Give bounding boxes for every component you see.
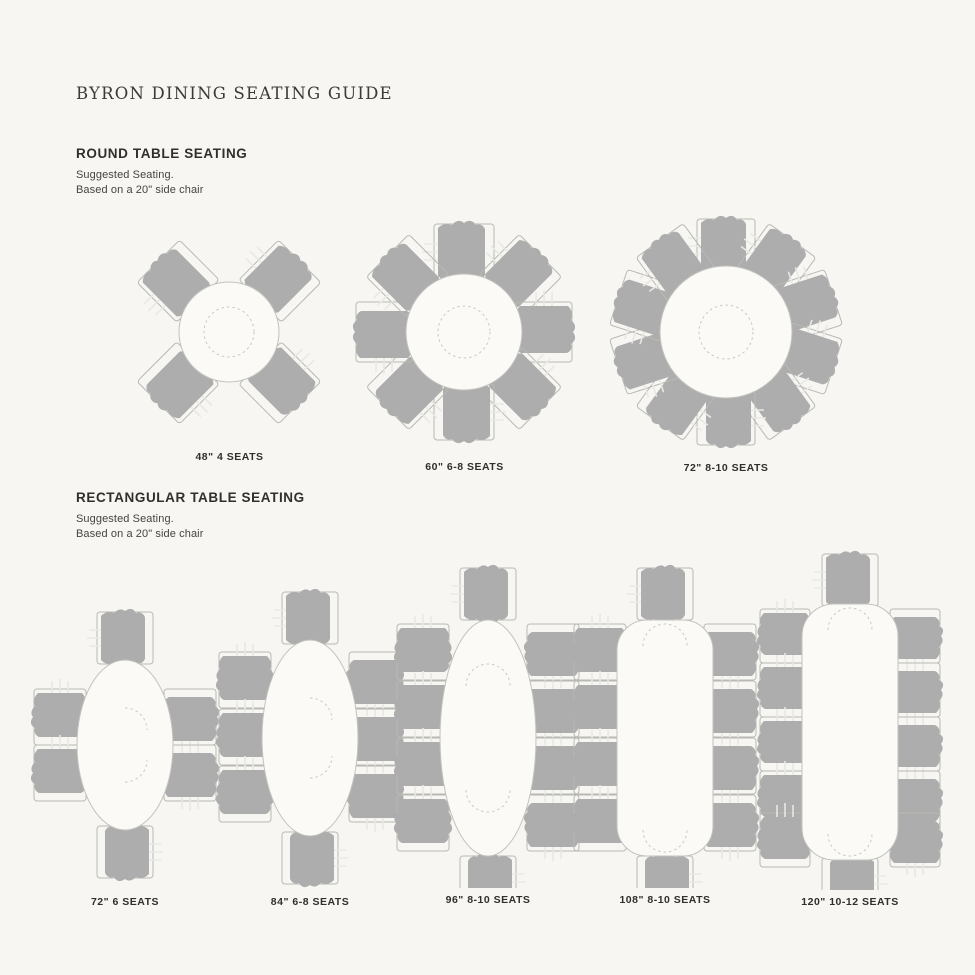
page-title: BYRON DINING SEATING GUIDE xyxy=(76,84,393,103)
figure-rect-108 xyxy=(570,558,760,906)
figure-round-48 xyxy=(112,220,347,463)
figure-label-rect-96: 96" 8-10 SEATS xyxy=(445,894,531,906)
rect-84-table xyxy=(262,640,358,836)
section-rectangular-table xyxy=(76,490,305,541)
figure-rect-120 xyxy=(750,544,950,908)
figure-label-rect-84: 84" 6-8 SEATS xyxy=(270,896,350,908)
figure-round-72 xyxy=(596,204,856,474)
section-subtitle-round-line1: Suggested Seating. xyxy=(76,169,174,181)
figure-label-rect-108: 108" 8-10 SEATS xyxy=(619,894,711,906)
rect-108-table xyxy=(617,620,713,856)
figure-rect-84 xyxy=(215,580,405,908)
section-subtitle-round-line2: Based on a 20" side chair xyxy=(76,183,204,196)
figure-label-rect-72: 72" 6 SEATS xyxy=(90,896,160,908)
rect-120-diagram xyxy=(750,544,950,890)
rect-84-diagram xyxy=(215,580,405,890)
figure-round-60 xyxy=(342,210,587,473)
section-round-table xyxy=(76,146,247,197)
rect-figures-row xyxy=(0,560,975,920)
round-60-table xyxy=(406,274,522,390)
figure-rect-96 xyxy=(393,558,583,906)
section-subtitle-rect-line2: Based on a 20" side chair xyxy=(76,527,204,540)
rect-120-table xyxy=(802,604,898,860)
round-60-diagram xyxy=(342,210,587,455)
round-figures-row xyxy=(0,220,975,480)
rect-108-diagram xyxy=(570,558,760,888)
figure-label-rect-120: 120" 10-12 SEATS xyxy=(801,896,899,908)
figure-label-round-60: 60" 6-8 SEATS xyxy=(425,461,504,473)
round-72-table xyxy=(660,266,792,398)
section-title-round: ROUND TABLE SEATING xyxy=(76,146,248,161)
section-subtitle-rect-line1: Suggested Seating. xyxy=(76,513,174,525)
rect-72-diagram xyxy=(30,600,220,890)
rect-96-diagram xyxy=(393,558,583,888)
figure-label-round-48: 48" 4 SEATS xyxy=(195,451,264,463)
rect-96-table xyxy=(440,620,536,856)
round-48-table xyxy=(179,282,279,382)
rect-72-table xyxy=(77,660,173,830)
round-72-diagram xyxy=(596,204,856,456)
figure-label-round-72: 72" 8-10 SEATS xyxy=(683,462,769,474)
round-48-diagram xyxy=(112,220,347,445)
section-title-rect: RECTANGULAR TABLE SEATING xyxy=(76,490,305,505)
figure-rect-72 xyxy=(30,600,220,908)
